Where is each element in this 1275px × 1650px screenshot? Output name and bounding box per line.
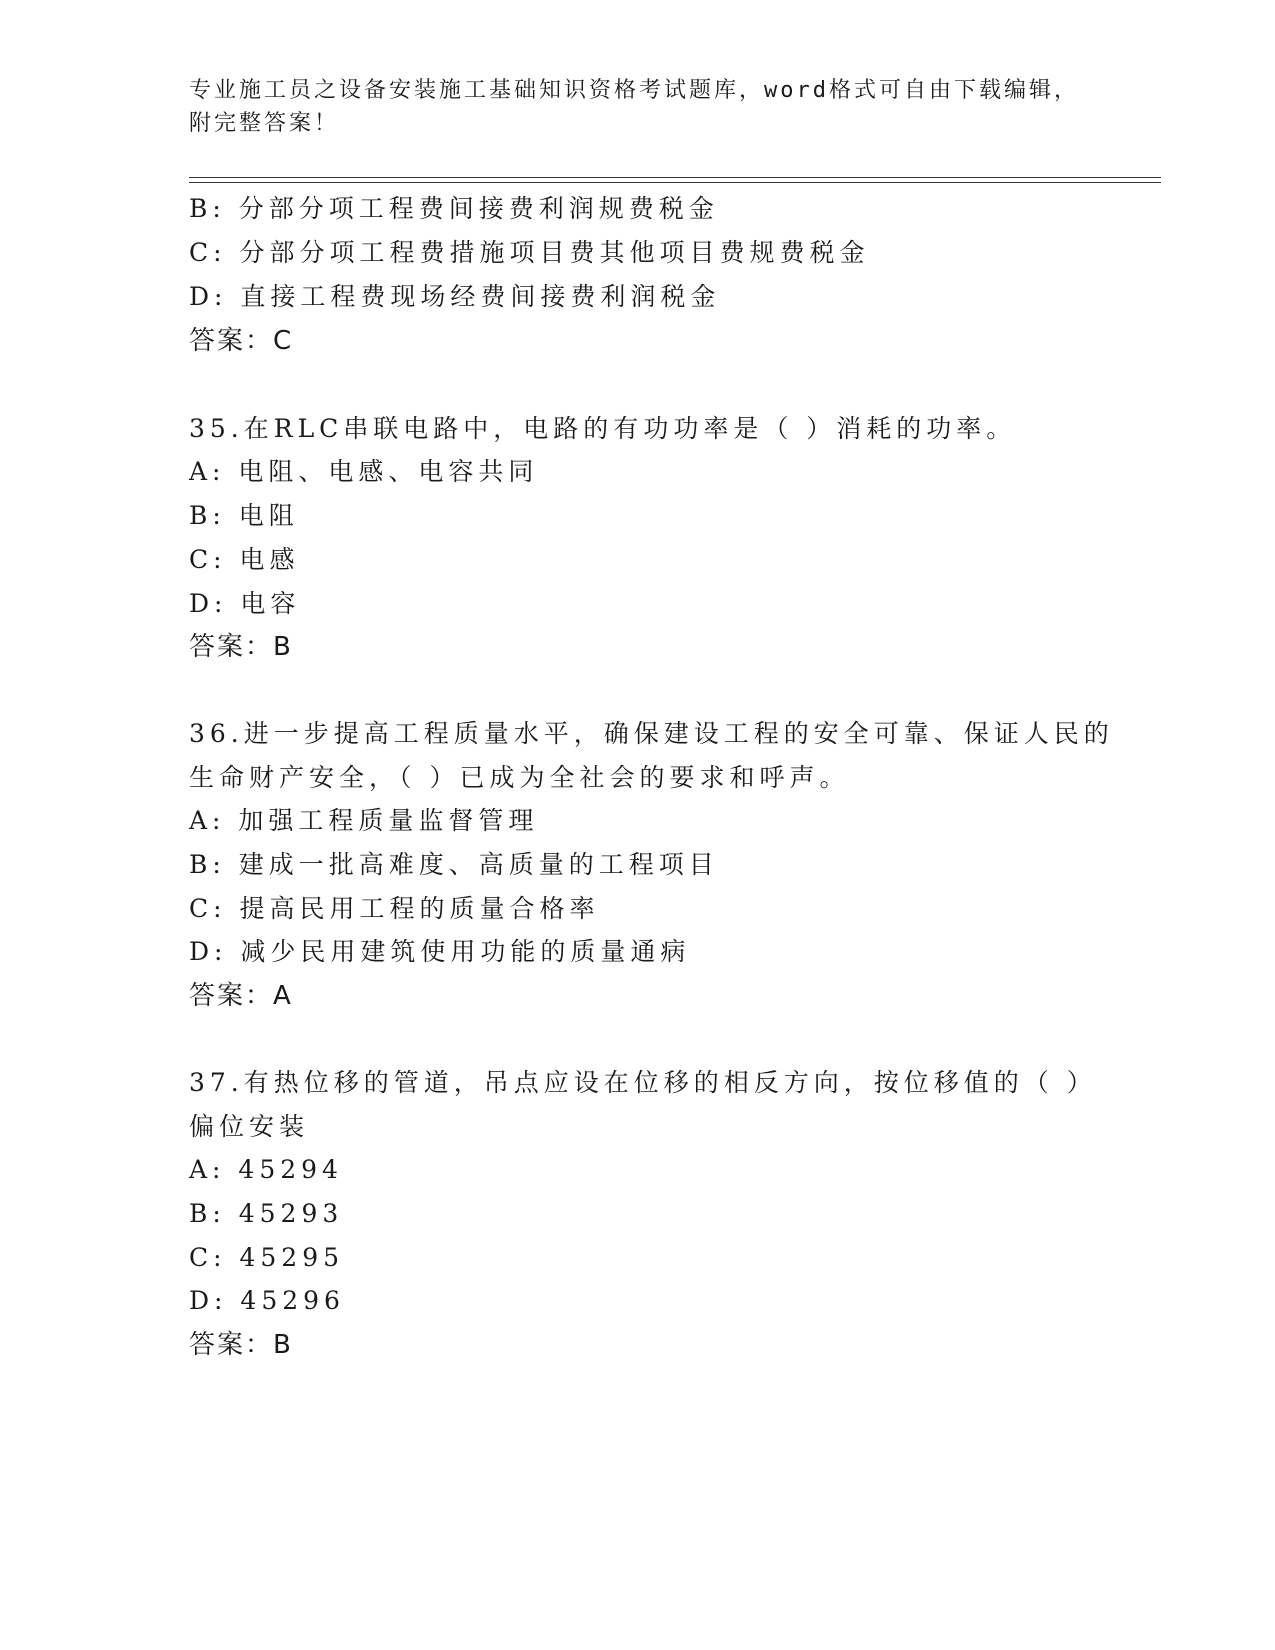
q36-option-d: D: 减少民用建筑使用功能的质量通病 [189,937,691,966]
q35-option-d: D: 电容 [189,589,301,618]
q36-question-line-2: 生命财产安全，（ ）已成为全社会的要求和呼声。 [189,763,850,792]
header-divider-top [189,177,1161,178]
header-line-2: 附完整答案！ [189,111,340,136]
q34-option-c: C: 分部分项工程费措施项目费其他项目费规费税金 [189,238,870,267]
header-divider-bottom [189,182,1161,183]
document-header [189,74,1089,140]
q35-option-c: C: 电感 [189,545,300,574]
q35-answer: 答案：B [189,632,293,662]
q35-question: 35.在RLC串联电路中，电路的有功功率是（ ）消耗的功率。 [189,414,1017,443]
q37-option-b: B: 45293 [189,1199,344,1228]
q37-question-line-2: 偏位安装 [189,1112,310,1141]
q37-answer: 答案：B [189,1330,293,1360]
q37-option-d: D: 45296 [189,1286,345,1315]
q36-option-a: A: 加强工程质量监督管理 [189,806,539,835]
q36-question-line-1: 36.进一步提高工程质量水平，确保建设工程的安全可靠、保证人民的 [189,719,1114,748]
q37-option-c: C: 45295 [189,1243,345,1272]
q35-option-b: B: 电阻 [189,501,299,530]
q36-option-b: B: 建成一批高难度、高质量的工程项目 [189,850,719,879]
q35-option-a: A: 电阻、电感、电容共同 [189,457,539,486]
q36-option-c: C: 提高民用工程的质量合格率 [189,894,600,923]
q37-option-a: A: 45294 [189,1155,343,1184]
q37-question-line-1: 37.有热位移的管道，吊点应设在位移的相反方向，按位移值的（ ） [189,1068,1097,1097]
header-line-1: 专业施工员之设备安装施工基础知识资格考试题库，word格式可自由下载编辑， [189,78,1079,103]
q34-option-d: D: 直接工程费现场经费间接费利润税金 [189,282,721,311]
q36-answer: 答案：A [189,981,293,1011]
q34-answer: 答案：C [189,326,294,356]
q34-option-b: B: 分部分项工程费间接费利润规费税金 [189,194,719,223]
